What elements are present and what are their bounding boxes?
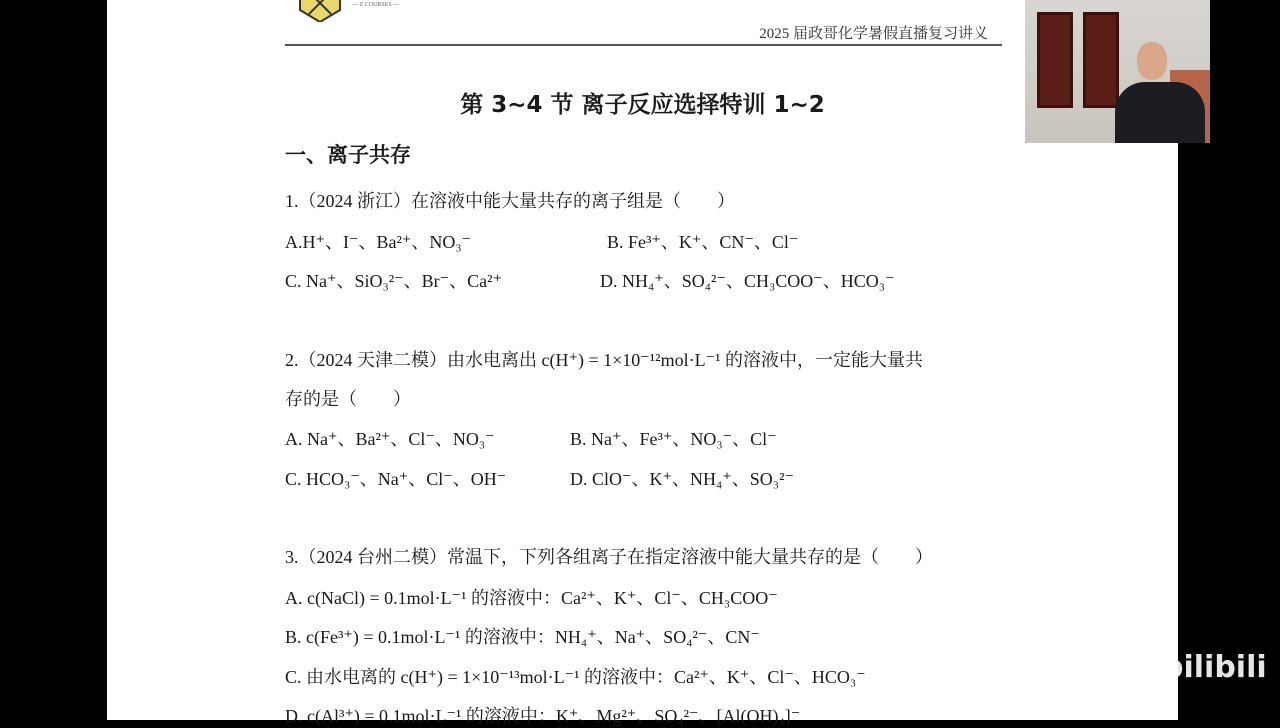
q1-option-a: A.H⁺、I⁻、Ba²⁺、NO₃⁻ — [285, 232, 472, 252]
q2-option-c: C. HCO₃⁻、Na⁺、Cl⁻、OH⁻ — [285, 469, 507, 489]
question-2-stem: 2.（2024 天津二模）由水电离出 c(H⁺) = 1×10⁻¹²mol·L⁻¹ 的溶液中，一定能大量共 — [285, 350, 923, 370]
bilibili-watermark: bilibili — [1162, 650, 1267, 685]
q1-option-c: C. Na⁺、SiO₃²⁻、Br⁻、Ca²⁺ — [285, 271, 503, 291]
question-3-stem: 3.（2024 台州二模）常温下，下列各组离子在指定溶液中能大量共存的是（ ） — [285, 547, 933, 567]
presenter-head — [1137, 42, 1167, 80]
presenter-body — [1115, 82, 1205, 143]
q1-option-d: D. NH₄⁺、SO₄²⁻、CH₃COO⁻、HCO₃⁻ — [600, 271, 895, 291]
webcam-overlay — [1025, 0, 1210, 143]
q3-option-b: B. c(Fe³⁺) = 0.1mol·L⁻¹ 的溶液中：NH₄⁺、Na⁺、SO₄²⁻、CN⁻ — [285, 627, 760, 647]
q3-option-a: A. c(NaCl) = 0.1mol·L⁻¹ 的溶液中：Ca²⁺、K⁺、Cl⁻、CH₃COO⁻ — [285, 588, 778, 608]
document-page — [107, 0, 1178, 726]
q1-option-b: B. Fe³⁺、K⁺、CN⁻、Cl⁻ — [607, 232, 799, 252]
q3-option-c: C. 由水电离的 c(H⁺) = 1×10⁻¹³mol·L⁻¹ 的溶液中：Ca²⁺、K⁺、Cl⁻、HCO₃⁻ — [285, 667, 866, 687]
q3-option-d: D. c(Al³⁺) = 0.1mol·L⁻¹ 的溶液中：K⁺、Mg²⁺、SO₄²⁻、[Al(OH)₄]⁻ — [285, 706, 801, 726]
question-2-stem-cont: 存的是（ ） — [285, 389, 411, 409]
question-1-stem: 1.（2024 浙江）在溶液中能大量共存的离子组是（ ） — [285, 191, 735, 211]
header-course-title: 2025 届政哥化学暑假直播复习讲义 — [759, 26, 988, 42]
q2-option-a: A. Na⁺、Ba²⁺、Cl⁻、NO₃⁻ — [285, 429, 495, 449]
page-title: 第 3~4 节 离子反应选择特训 1~2 — [460, 92, 825, 118]
q2-option-b: B. Na⁺、Fe³⁺、NO₃⁻、Cl⁻ — [570, 429, 777, 449]
logo-subtitle: — Z COURSES — — [352, 2, 400, 8]
section-heading: 一、离子共存 — [285, 143, 411, 167]
door — [1083, 12, 1119, 108]
q2-option-d: D. ClO⁻、K⁺、NH₄⁺、SO₃²⁻ — [570, 469, 794, 489]
course-logo — [295, 0, 345, 22]
header-divider — [285, 44, 1002, 46]
door — [1037, 12, 1073, 108]
